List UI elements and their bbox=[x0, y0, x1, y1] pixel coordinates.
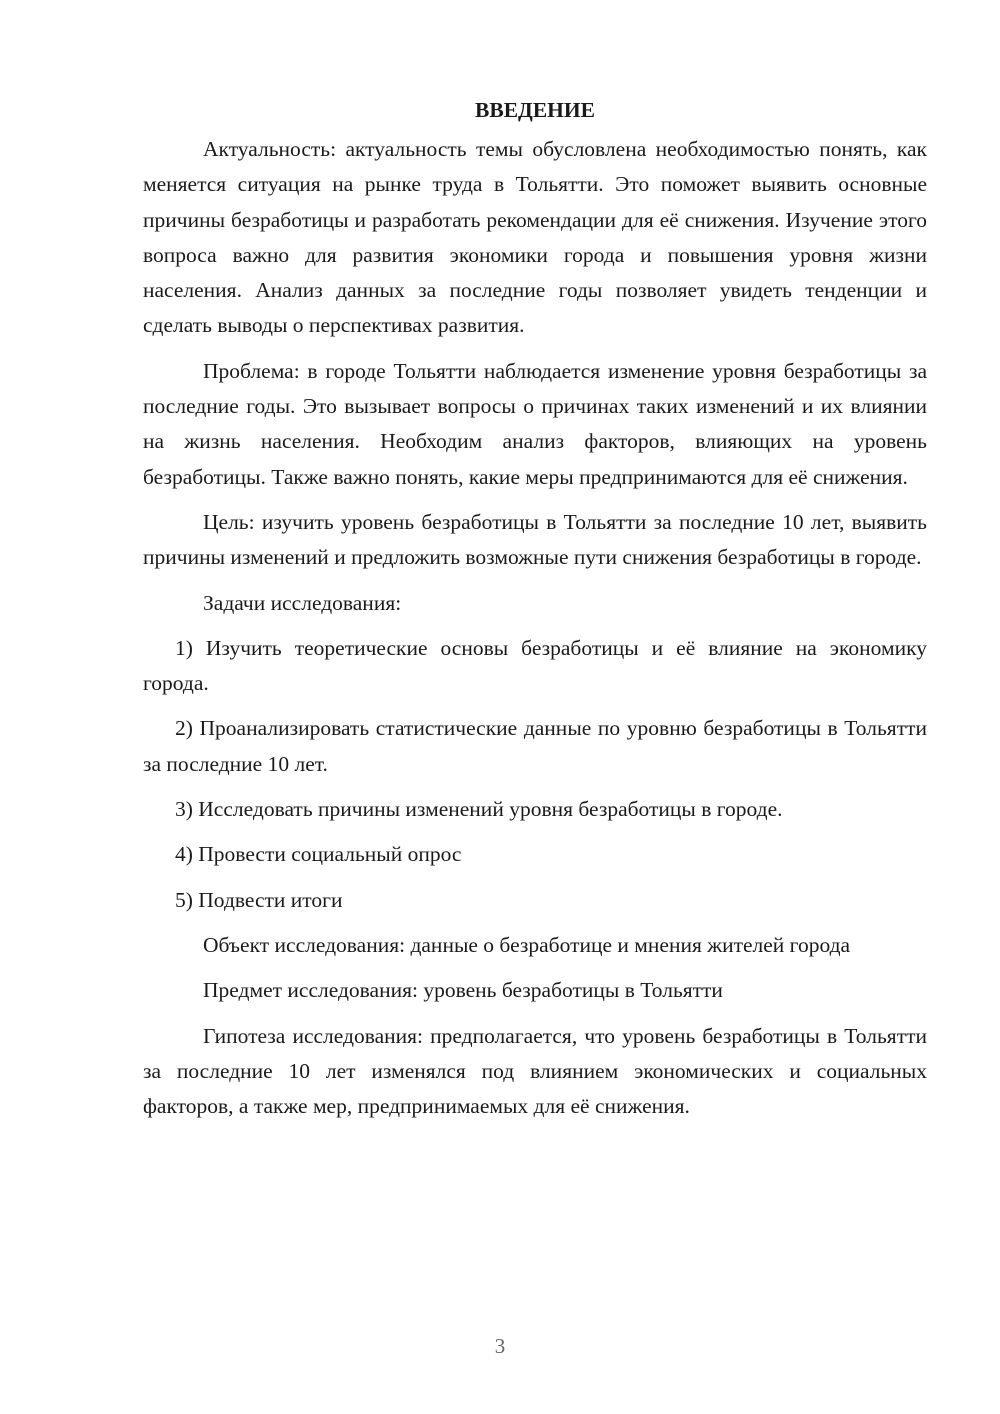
paragraph-problem: Проблема: в городе Тольятти наблюдается изменение уровня безработицы за последние годы. Это вызывает вопросы о причинах таких изменений и их влиянии на жизнь населения. Необходим анализ факторов, влияющих на уровень безработицы. Также важно понять, какие меры предпринимаются для её снижения. bbox=[143, 358, 927, 489]
document-page bbox=[143, 92, 927, 1134]
task-item-1: 1) Изучить теоретические основы безработицы и её влияние на экономику города. bbox=[143, 635, 927, 696]
paragraph-object: Объект исследования: данные о безработице и мнения жителей города bbox=[203, 932, 851, 957]
paragraph-hypothesis: Гипотеза исследования: предполагается, что уровень безработицы в Тольятти за последние 10 лет изменялся под влиянием экономических и социальных факторов, а также мер, предпринимаемых для её снижения. bbox=[143, 1023, 927, 1119]
paragraph-relevance: Актуальность: актуальность темы обусловлена необходимостью понять, как меняется ситуация на рынке труда в Тольятти. Это поможет выявить основные причины безработицы и разработать рекомендации для её снижения. Изучение этого вопроса важно для развития экономики города и повышения уровня жизни населения. Анализ данных за последние годы позволяет увидеть тенденции и сделать выводы о перспективах развития. bbox=[143, 137, 927, 338]
page-number: 3 bbox=[494, 1334, 506, 1358]
task-item-3: 3) Исследовать причины изменений уровня безработицы в городе. bbox=[175, 797, 783, 822]
paragraph-goal: Цель: изучить уровень безработицы в Тольятти за последние 10 лет, выявить причины изменений и предложить возможные пути снижения безработицы в городе. bbox=[143, 509, 927, 570]
task-item-4: 4) Провести социальный опрос bbox=[175, 842, 462, 867]
paragraph-tasks-heading: Задачи исследования: bbox=[203, 590, 402, 615]
paragraph-subject: Предмет исследования: уровень безработицы в Тольятти bbox=[203, 978, 723, 1003]
task-item-2: 2) Проанализировать статистические данные по уровню безработицы в Тольятти за последние 10 лет. bbox=[143, 716, 927, 776]
task-item-5: 5) Подвести итоги bbox=[175, 887, 343, 912]
page-title: ВВЕДЕНИЕ bbox=[475, 98, 595, 122]
